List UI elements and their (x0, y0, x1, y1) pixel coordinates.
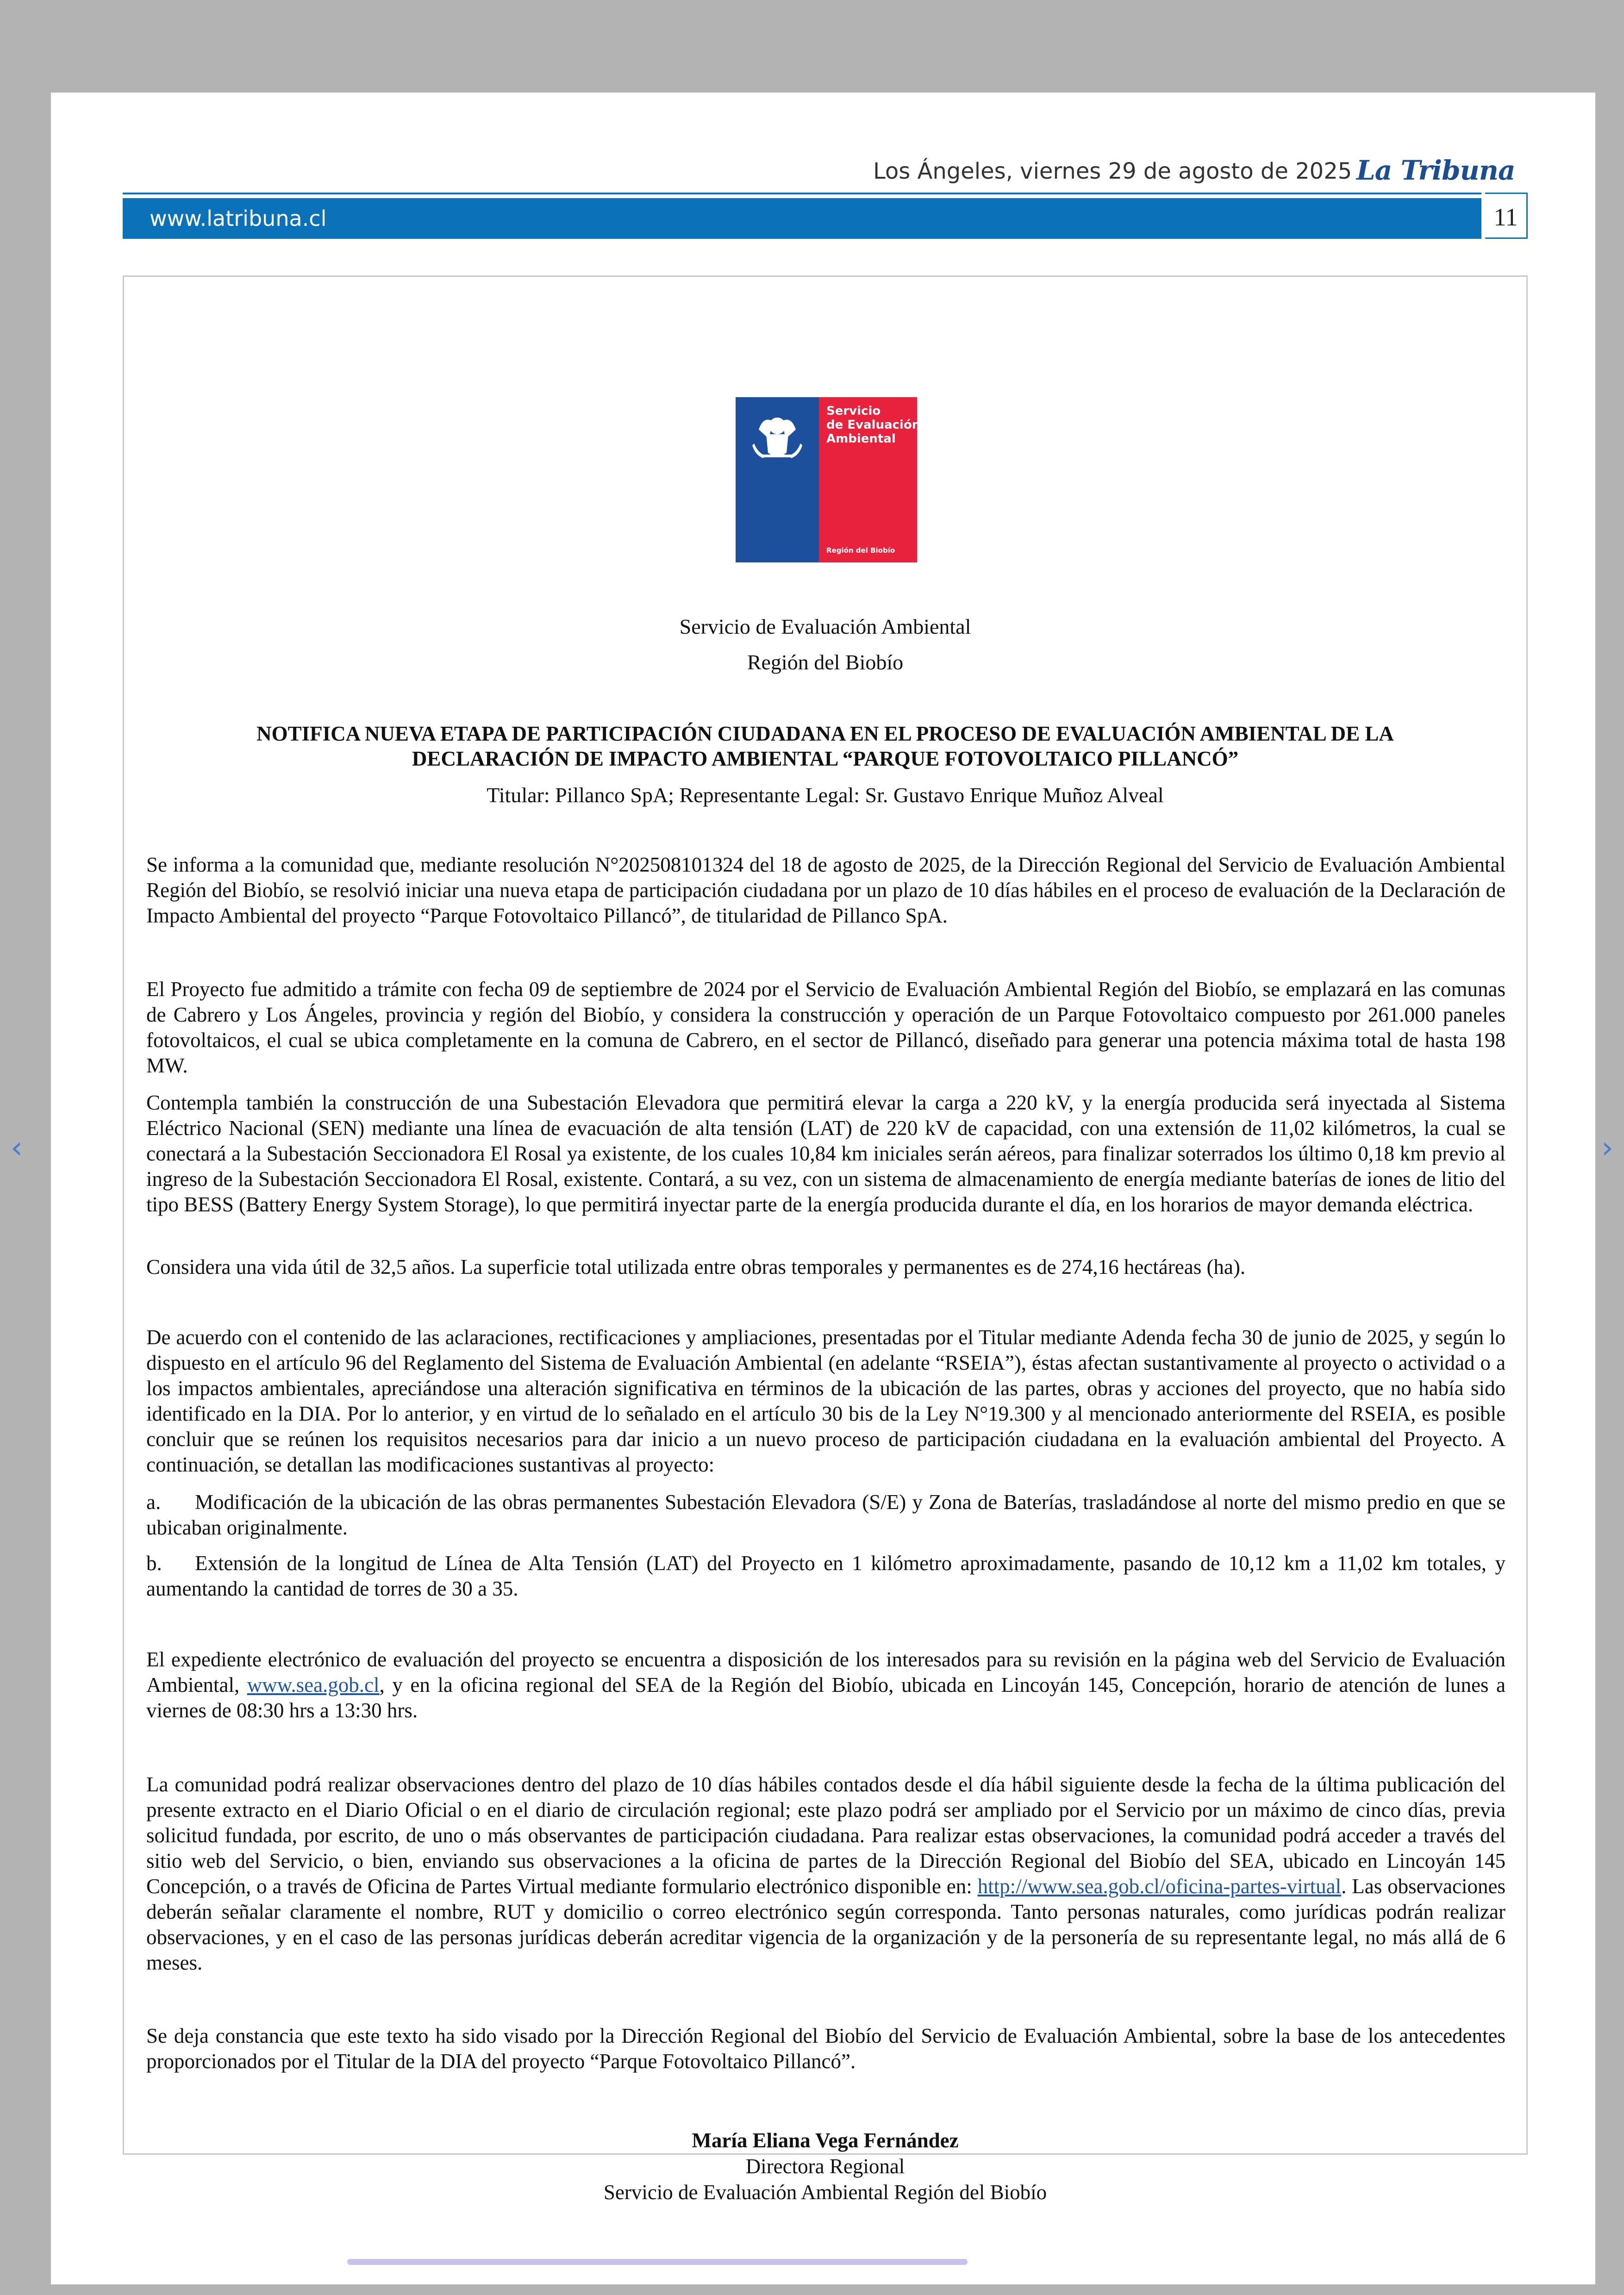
logo-line-3: Ambiental (826, 432, 896, 446)
paragraph-lifespan: Considera una vida útil de 32,5 años. La superficie total utilizada entre obras temporales y permanentes es de 274,16 hectáreas (ha). (146, 1255, 1246, 1278)
logo-region: Región del Biobío (826, 546, 895, 555)
notice-title-line-1: NOTIFICA NUEVA ETAPA DE PARTICIPACIÓN CIUDADANA EN EL PROCESO DE EVALUACIÓN AMBIENTAL DE LA (256, 722, 1394, 745)
paragraph-resolution: Se informa a la comunidad que, mediante resolución N°202508101324 del 18 de agosto de 2025, de la Dirección Regional del Servicio de Evaluación Ambiental Región del Biobío, se resolvió iniciar una nueva etapa de participación ciudadana por un plazo de 10 días hábiles en el proceso de evaluación de la Declaración de Impacto Ambiental del proyecto “Parque Fotovoltaico Pillancó”, de titularidad de Pillanco SpA. (146, 853, 1505, 927)
list-marker-b: b. (146, 1552, 162, 1575)
notice-title-line-2: DECLARACIÓN DE IMPACTO AMBIENTAL “PARQUE FOTOVOLTAICO PILLANCÓ” (412, 747, 1239, 770)
signer-org: Servicio de Evaluación Ambiental Región del Biobío (603, 2181, 1047, 2204)
horizontal-scrollbar[interactable] (347, 2259, 968, 2265)
paragraph-substation: Contempla también la construcción de una Subestación Elevadora que permitirá elevar la carga a 220 kV, y la energía producida será inyectada al Sistema Eléctrico Nacional (SEN) mediante una línea de evacuación de alta tensión (LAT) de 220 kV de capacidad, con una extensión de 11,02 kilómetros, la cual se conectará a la Subestación Seccionadora El Rosal ya existente, de los cuales 10,84 km iniciales serán aéreos, para finalizar soterrados los último 0,18 km previo al ingreso de la Subestación Seccionadora El Rosal, existente. Contará, a su vez, con un sistema de almacenamiento de energía mediante baterías de iones de litio del tipo BESS (Battery Energy System Storage), lo que permitirá inyectar parte de la energía producida durante el día, en los horarios de mayor demanda eléctrica. (146, 1091, 1505, 1216)
list-item-a (146, 1490, 1505, 1540)
header-bar (123, 198, 1481, 239)
signer-title: Directora Regional (745, 2155, 905, 2178)
notice-box (123, 275, 1528, 2204)
paragraph-project: El Proyecto fue admitido a trámite con fecha 09 de septiembre de 2024 por el Servicio de Evaluación Ambiental Región del Biobío, se emplazará en las comunas de Cabrero y Los Ángeles, provincia y región del Biobío, y considera la construcción y operación de un Parque Fotovoltaico compuesto por 261.000 paneles fotovoltaicos, el cual se ubica completamente en la comuna de Cabrero, en el sector de Pillancó, diseñado para generar una potencia máxima total de hasta 198 MW. (146, 978, 1505, 1077)
expediente-text-2: , y en la oficina regional del SEA de la Región del Biobío, ubicada en Lincoyán 145, Concepción, horario de atención de lunes a viernes de 08:30 hrs a 13:30 hrs. (146, 1673, 1505, 1722)
paragraph-observaciones (146, 1772, 1505, 1976)
oficina-partes-virtual-link[interactable]: http://www.sea.gob.cl/oficina-partes-virtual (977, 1875, 1342, 1898)
list-item-b (146, 1551, 1505, 1602)
header-url: www.latribuna.cl (150, 206, 327, 231)
header-date: Los Ángeles, viernes 29 de agosto de 2025 (873, 158, 1352, 184)
newspaper-page (51, 93, 1595, 2284)
next-page-arrow-icon[interactable]: › (1601, 1131, 1613, 1165)
observaciones-text-1: La comunidad podrá realizar observaciones dentro del plazo de 10 días hábiles contados desde el día hábil siguiente desde la fecha de la última publicación del presente extracto en el Diario Oficial o en el diario de circulación regional; este plazo podrá ser ampliado por el Servicio por un máximo de cinco días, previa solicitud fundada, por escrito, de uno o más observantes de participación ciudadana. Para realizar estas observaciones, la comunidad podrá acceder a través del sitio web del Servicio, o bien, enviando sus observaciones a la oficina de partes de la Dirección Regional del Biobío del SEA, ubicado en Lincoyán 145 Concepción, o a través de Oficina de Partes Virtual mediante formulario electrónico disponible en: (146, 1773, 1505, 1898)
logo-line-2: de Evaluación (826, 418, 917, 432)
list-text-a: Modificación de la ubicación de las obras permanentes Subestación Elevadora (S/E) y Zona de Baterías, trasladándose al norte del mismo predio en que se ubicaban originalmente. (146, 1491, 1505, 1539)
notice-org: Servicio de Evaluación Ambiental (679, 615, 971, 638)
notice-region: Región del Biobío (747, 650, 904, 674)
paragraph-adenda: De acuerdo con el contenido de las aclaraciones, rectificaciones y ampliaciones, presentadas por el Titular mediante Adenda fecha 30 de junio de 2025, y según lo dispuesto en el artículo 96 del Reglamento del Sistema de Evaluación Ambiental (en adelante “RSEIA”), éstas afectan sustantivamente al proyecto o actividad o a los impactos ambientales, apreciándose una alteración significativa en términos de la ubicación de las partes, obras y acciones del proyecto, que no había sido identificado en la DIA. Por lo anterior, y en virtud de lo señalado en el artículo 30 bis de la Ley N°19.300 y al mencionado anteriormente del RSEIA, es posible concluir que se reúnen los requisitos necesarios para dar inicio a un nuevo proceso de participación ciudadana en la evaluación ambiental del Proyecto. A continuación, se detallan las modificaciones sustantivas al proyecto: (146, 1326, 1505, 1476)
list-marker-a: a. (146, 1491, 161, 1514)
list-text-b: Extensión de la longitud de Línea de Alta Tensión (LAT) del Proyecto en 1 kilómetro aproximadamente, pasando de 10,12 km a 11,02 km totales, y aumentando la cantidad de torres de 30 a 35. (146, 1552, 1505, 1600)
previous-page-arrow-icon[interactable]: ‹ (11, 1131, 23, 1165)
observaciones-text-2: . Las observaciones deberán señalar claramente el nombre, RUT y domicilio o correo electrónico según corresponda. Tanto personas naturales, como jurídicas podrán realizar observaciones, y en el caso de las personas jurídicas deberán acreditar vigencia de la organización y de la personería de su representante legal, no más allá de 6 meses. (146, 1875, 1505, 1974)
page-number: 11 (1485, 193, 1528, 239)
newspaper-logo: La Tribuna (1356, 155, 1515, 186)
paragraph-expediente (146, 1647, 1505, 1723)
expediente-text-1: El expediente electrónico de evaluación del proyecto se encuentra a disposición de los interesados para su revisión en la página web del Servicio de Evaluación Ambiental, (146, 1648, 1505, 1696)
signature-block (124, 2127, 1526, 2205)
header-divider (123, 193, 1481, 194)
logo-line-1: Servicio (826, 404, 881, 418)
sea-logo (736, 397, 917, 562)
sea-website-link[interactable]: www.sea.gob.cl (247, 1673, 380, 1696)
signer-name: María Eliana Vega Fernández (692, 2129, 959, 2152)
notice-holder: Titular: Pillanco SpA; Representante Legal: Sr. Gustavo Enrique Muñoz Alveal (487, 783, 1164, 807)
paragraph-constancia: Se deja constancia que este texto ha sido visado por la Dirección Regional del Biobío del Servicio de Evaluación Ambiental, sobre la base de los antecedentes proporcionados por el Titular de la DIA del proyecto “Parque Fotovoltaico Pillancó”. (146, 2024, 1505, 2073)
